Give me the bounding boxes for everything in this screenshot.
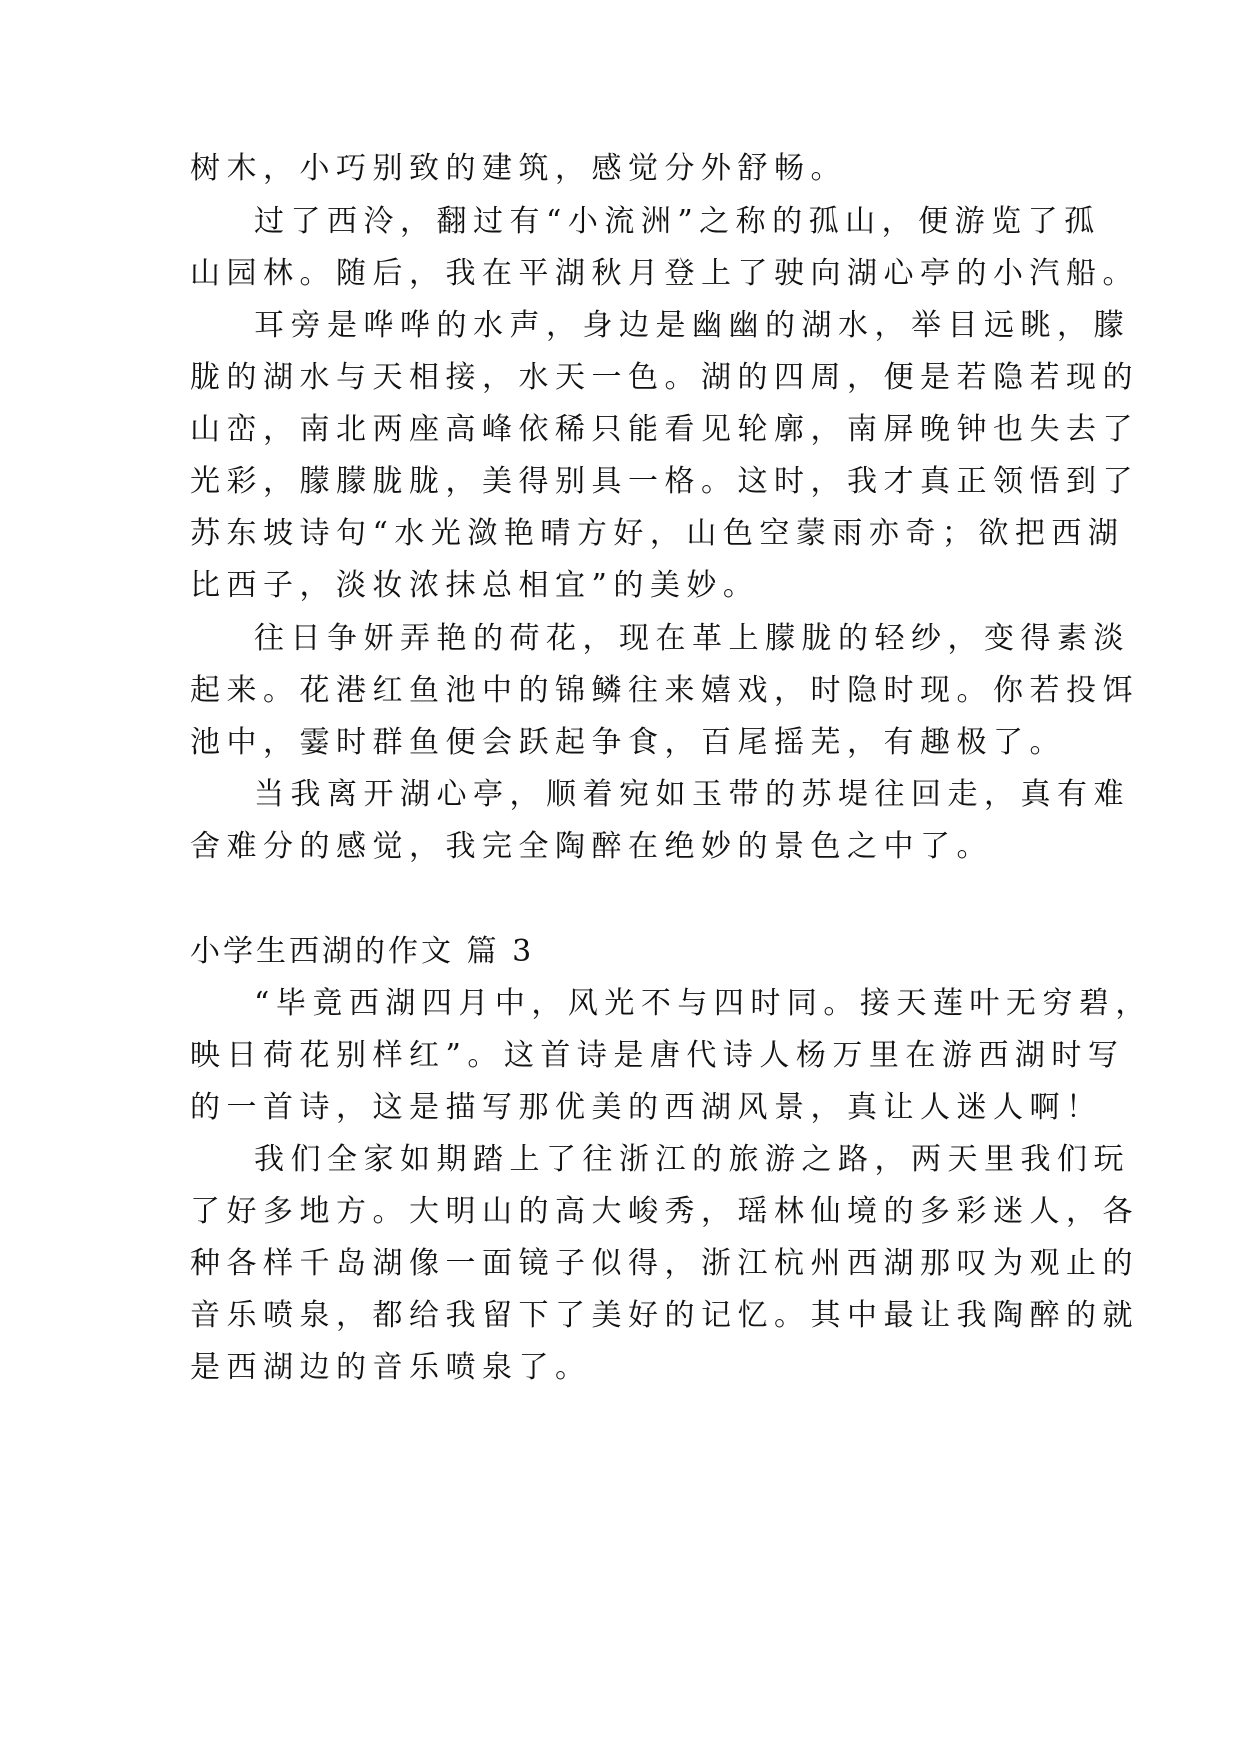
text-line: 光彩，朦朦胧胧，美得别具一格。这时，我才真正领悟到了 [190,464,1139,499]
text-line: 种各样千岛湖像一面镜子似得，浙江杭州西湖那叹为观止的 [190,1246,1139,1281]
text-line: 山峦，南北两座高峰依稀只能看见轮廓，南屏晚钟也失去了 [190,412,1139,447]
paragraph-first-line: 过了西泠，翻过有“小流洲”之称的孤山，便游览了孤 [254,204,1101,239]
text-line: 比西子，淡妆浓抹总相宜”的美妙。 [190,568,760,603]
text-line: 起来。花港红鱼池中的锦鳞往来嬉戏，时隐时现。你若投饵 [190,673,1139,708]
text-line: 了好多地方。大明山的高大峻秀，瑶林仙境的多彩迷人，各 [190,1194,1139,1229]
text-line: 池中，霎时群鱼便会跃起争食，百尾摇芜，有趣极了。 [190,725,1066,760]
text-line: 苏东坡诗句“水光潋艳晴方好，山色空蒙雨亦奇；欲把西湖 [190,516,1125,551]
section-heading: 小学生西湖的作文 篇 3 [190,934,535,969]
paragraph-first-line: 往日争妍弄艳的荷花，现在革上朦胧的轻纱，变得素淡 [254,621,1130,656]
text-line: 树木，小巧别致的建筑，感觉分外舒畅。 [190,151,847,186]
paragraph-first-line: 当我离开湖心亭，顺着宛如玉带的苏堤往回走，真有难 [254,777,1130,812]
text-line: 舍难分的感觉，我完全陶醉在绝妙的景色之中了。 [190,829,993,864]
text-line: 映日荷花别样红”。这首诗是唐代诗人杨万里在游西湖时写 [190,1038,1125,1073]
paragraph-first-line: 我们全家如期踏上了往浙江的旅游之路，两天里我们玩 [254,1142,1130,1177]
text-line: 的一首诗，这是描写那优美的西湖风景，真让人迷人啊！ [190,1090,1103,1125]
paragraph-first-line: 耳旁是哗哗的水声，身边是幽幽的湖水，举目远眺，朦 [254,308,1130,343]
text-line: 是西湖边的音乐喷泉了。 [190,1350,592,1385]
text-line: 音乐喷泉，都给我留下了美好的记忆。其中最让我陶醉的就 [190,1298,1139,1333]
text-line: 山园林。随后，我在平湖秋月登上了驶向湖心亭的小汽船。 [190,256,1139,291]
paragraph-first-line: “毕竟西湖四月中，风光不与四时同。接天莲叶无穷碧， [254,986,1152,1021]
text-line: 胧的湖水与天相接，水天一色。湖的四周，便是若隐若现的 [190,360,1139,395]
